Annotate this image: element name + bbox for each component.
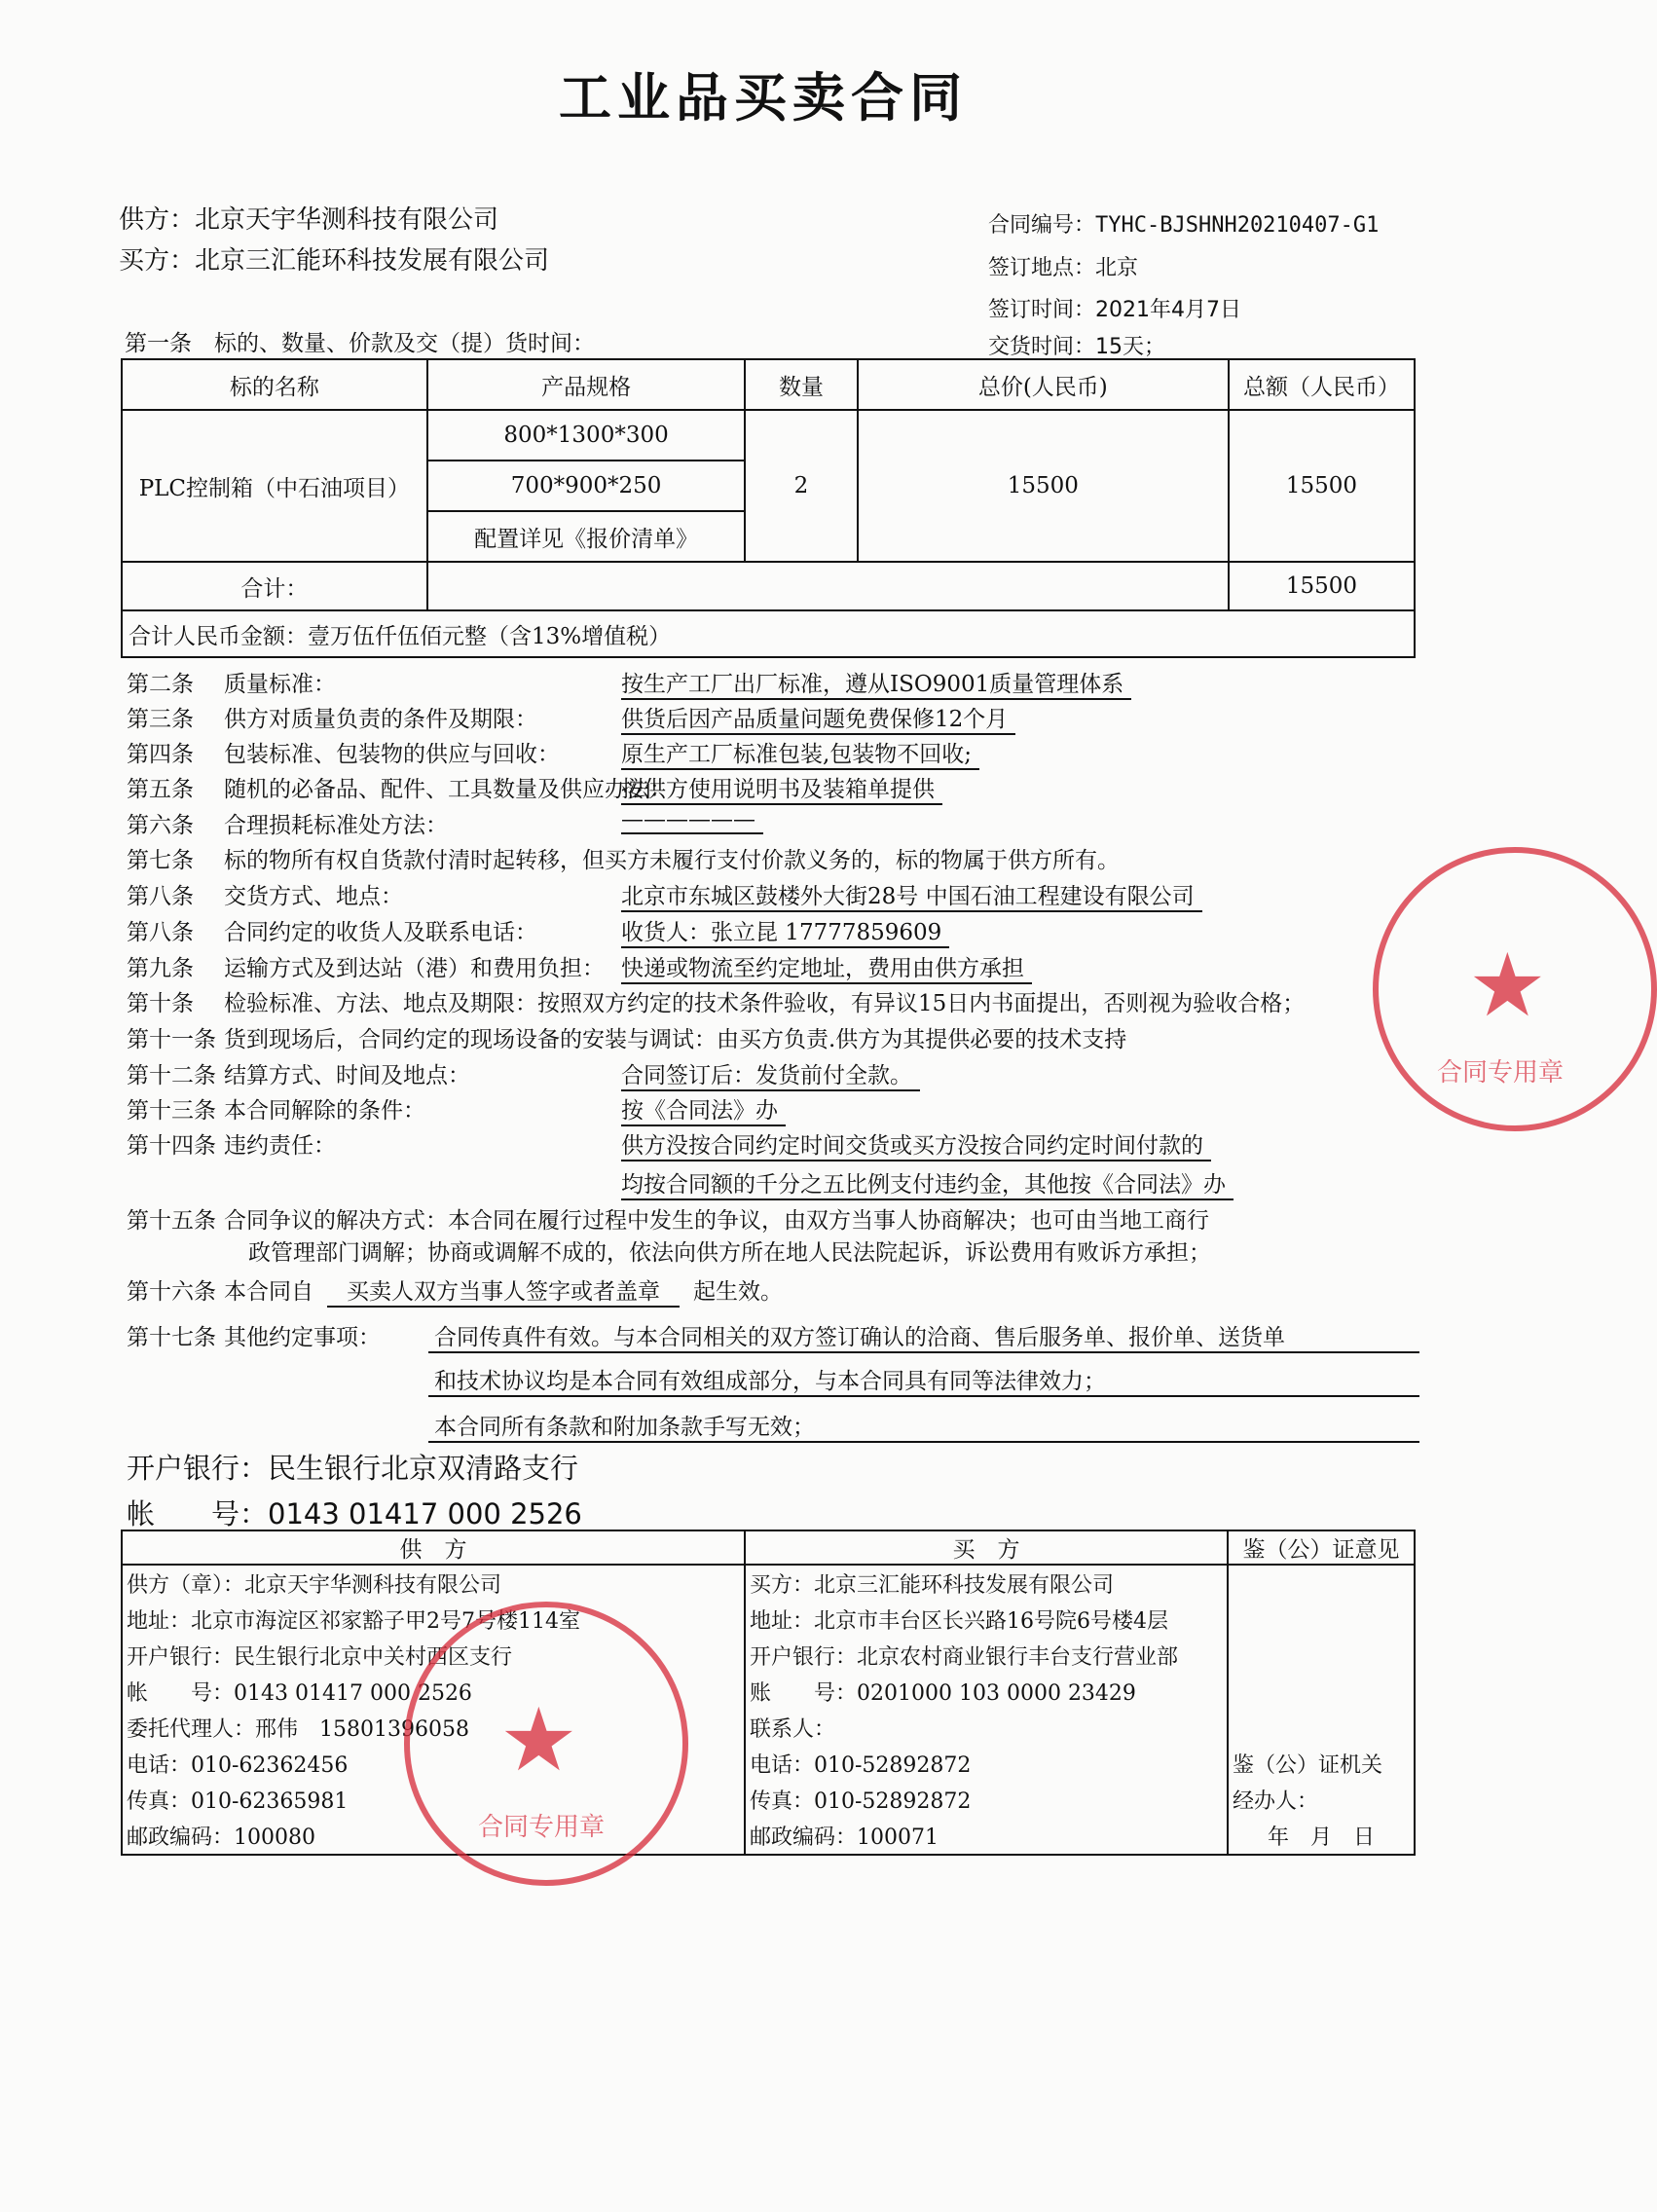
header-spec: 产品规格: [427, 359, 746, 410]
clause-text: 违约责任：: [224, 1133, 336, 1159]
clause-16: [127, 1273, 1421, 1308]
buyer-info: [745, 1565, 1228, 1855]
buyer-row: 地址：北京市丰台区长兴路16号院6号楼4层: [750, 1609, 1168, 1634]
seal-star-icon: ★: [1468, 935, 1547, 1037]
clause-text: 本合同解除的条件：: [224, 1098, 425, 1124]
clause-number: 第五条: [127, 777, 194, 802]
seal-text: 合同专用章: [478, 1813, 606, 1842]
clause-15-line1: 合同争议的解决方式：本合同在履行过程中发生的争议，由双方当事人协商解决；也可由当地工商行: [224, 1208, 1209, 1234]
clause-value: 供货后因产品质量问题免费保修12个月: [621, 701, 1015, 735]
clause-row: [127, 985, 1421, 1017]
clause-row: [127, 807, 1421, 839]
supplier-row: 帐 号：0143 01417 000 2526: [127, 1681, 472, 1706]
item-name: PLC控制箱（中石油项目）: [122, 410, 427, 562]
company-seal-stamp: [404, 1602, 688, 1886]
page-title: 工业品买卖合同: [559, 67, 968, 129]
clause-number: 第三条: [127, 707, 194, 732]
clause-text: 包装标准、包装物的供应与回收：: [224, 742, 560, 767]
seal-star-icon: ★: [499, 1689, 578, 1791]
supplier-row: 委托代理人：邢伟 15801396058: [127, 1717, 469, 1742]
clause-value: 收货人：张立昆 17777859609: [621, 914, 949, 948]
clause-number: 第四条: [127, 742, 194, 767]
clause-17-line1: 合同传真件有效。与本合同相关的双方签订确认的洽商、售后服务单、报价单、送货单: [428, 1319, 1419, 1353]
supplier-row: 开户银行：民生银行北京中关村西区支行: [127, 1645, 513, 1670]
spec-1: 800*1300*300: [427, 410, 746, 461]
clause-number: 第九条: [127, 956, 194, 981]
clause-text: 检验标准、方法、地点及期限：按照双方约定的技术条件验收，有异议15日内书面提出，否则视为验收合格；: [224, 991, 1306, 1016]
supplier-name: 供方：北京天宇华测科技有限公司: [119, 205, 499, 235]
clause-15-number: 第十五条: [127, 1208, 216, 1234]
sign-place: 签订地点：北京: [988, 256, 1139, 280]
supplier-header: 供 方: [122, 1530, 745, 1565]
buyer-row: 联系人：: [750, 1717, 836, 1742]
items-table: [121, 358, 1416, 658]
clause-16-post: 起生效。: [693, 1279, 783, 1305]
header-qty: 数量: [745, 359, 857, 410]
clause-number: 第八条: [127, 920, 194, 945]
supplier-row: 地址：北京市海淀区祁家豁子甲2号7号楼114室: [127, 1609, 580, 1634]
clause-row: [127, 842, 1421, 874]
clause-number: 第十三条: [127, 1098, 216, 1124]
buyer-info-list: [746, 1566, 1227, 1854]
company-seal-stamp-right: [1373, 847, 1657, 1131]
clause-text: 运输方式及到达站（港）和费用负担：: [224, 956, 605, 981]
clause-number: 第二条: [127, 672, 194, 697]
header-item-name: 标的名称: [122, 359, 427, 410]
sum-value: 15500: [1229, 562, 1415, 610]
clause-number: 第十一条: [127, 1027, 216, 1052]
clause-text: 合理损耗标准处方法：: [224, 813, 448, 838]
clause-16-number: 第十六条: [127, 1279, 216, 1305]
parties-table: [121, 1530, 1416, 1856]
clause-text: 随机的必备品、配件、工具数量及供应办法：: [224, 777, 672, 802]
clause-text: 货到现场后，合同约定的现场设备的安装与调试：由买方负责.供方为其提供必要的技术支持: [224, 1027, 1127, 1052]
clause-1-heading: 第一条 标的、数量、价款及交（提）货时间：: [125, 331, 595, 356]
notary-info: [1228, 1565, 1415, 1855]
spec-3: 配置详见《报价清单》: [427, 511, 746, 562]
item-price: 15500: [858, 410, 1229, 562]
clause-value: 合同签订后：发货前付全款。: [621, 1057, 920, 1091]
header-total: 总额（人民币）: [1229, 359, 1415, 410]
clause-value: 按生产工厂出厂标准，遵从ISO9001质量管理体系: [621, 666, 1131, 700]
notary-info-list: [1229, 1746, 1414, 1854]
clause-17-line3: 本合同所有条款和附加条款手写无效；: [428, 1409, 1419, 1443]
clause-value: 原生产工厂标准包装,包装物不回收;: [621, 736, 979, 770]
clause-value: 按供方使用说明书及装箱单提供: [621, 771, 942, 805]
supplier-row: 供方（章）：北京天宇华测科技有限公司: [127, 1573, 502, 1598]
clause-text: 质量标准：: [224, 672, 336, 697]
clause-value: ——————: [621, 807, 763, 834]
spec-2: 700*900*250: [427, 461, 746, 511]
clause-16-pre: 本合同自: [224, 1279, 313, 1305]
notary-row: 经办人：: [1233, 1789, 1319, 1814]
supplier-row: 传真：010-62365981: [127, 1789, 349, 1814]
clause-text: 结算方式、时间及地点：: [224, 1063, 470, 1088]
clause-value: 北京市东城区鼓楼外大街28号 中国石油工程建设有限公司: [621, 878, 1202, 912]
clause-14-value-line2: 均按合同额的千分之五比例支付违约金，其他按《合同法》办: [621, 1166, 1234, 1200]
sum-label: 合计：: [122, 562, 427, 610]
buyer-header: 买 方: [745, 1530, 1228, 1565]
clause-row: [127, 1021, 1421, 1053]
buyer-name: 买方：北京三汇能环科技发展有限公司: [119, 246, 550, 276]
buyer-row: 邮政编码：100071: [750, 1825, 939, 1850]
clause-17-number: 第十七条: [127, 1325, 216, 1350]
supplier-row: 电话：010-62362456: [127, 1753, 349, 1778]
clause-17-label: 其他约定事项：: [224, 1325, 381, 1350]
item-qty: 2: [745, 410, 857, 562]
sign-date: 签订时间：2021年4月7日: [988, 298, 1241, 322]
clause-text: 供方对质量负责的条件及期限：: [224, 707, 537, 732]
clause-16-value: 买卖人双方当事人签字或者盖章: [327, 1273, 680, 1308]
buyer-row: 电话：010-52892872: [750, 1753, 972, 1778]
seal-text: 合同专用章: [1437, 1058, 1565, 1088]
clause-text: 合同约定的收货人及联系电话：: [224, 920, 537, 945]
clause-17-line2: 和技术协议均是本合同有效组成部分，与本合同具有同等法律效力；: [428, 1363, 1419, 1397]
clause-15: [127, 1202, 1421, 1235]
supplier-row: 邮政编码：100080: [127, 1825, 315, 1850]
notary-header: 鉴（公）证意见: [1228, 1530, 1415, 1565]
clause-number: 第七条: [127, 848, 194, 873]
notary-row: 鉴（公）证机关: [1233, 1753, 1383, 1778]
clause-15-line2: 政管理部门调解；协商或调解不成的，依法向供方所在地人民法院起诉，诉讼费用有败诉方承担；: [248, 1240, 1211, 1266]
buyer-row: 买方：北京三汇能环科技发展有限公司: [750, 1573, 1115, 1598]
amount-in-words: 合计人民币金额：壹万伍仟伍佰元整（含13%增值税）: [122, 610, 1415, 657]
clause-value: 供方没按合同约定时间交货或买方没按合同约定时间付款的: [621, 1127, 1211, 1161]
clause-value: 按《合同法》办: [621, 1092, 786, 1126]
bank-line: 开户银行：民生银行北京双清路支行: [127, 1452, 579, 1485]
clause-number: 第十二条: [127, 1063, 216, 1088]
account-line: 帐 号：0143 01417 000 2526: [127, 1497, 582, 1530]
contract-number: 合同编号：TYHC-BJSHNH20210407-G1: [988, 213, 1380, 238]
item-total: 15500: [1229, 410, 1415, 562]
header-price: 总价(人民币): [858, 359, 1229, 410]
delivery-time: 交货时间：15天；: [988, 335, 1165, 359]
clause-value: 快递或物流至约定地址，费用由供方承担: [621, 950, 1032, 984]
clause-number: 第八条: [127, 884, 194, 909]
notary-row: 年 月 日: [1268, 1825, 1376, 1850]
sum-empty: [427, 562, 1229, 610]
buyer-row: 开户银行：北京农村商业银行丰台支行营业部: [750, 1645, 1179, 1670]
clause-number: 第十条: [127, 991, 194, 1016]
clause-text: 标的物所有权自货款付清时起转移，但买方未履行支付价款义务的，标的物属于供方所有。: [224, 848, 1120, 873]
clause-number: 第六条: [127, 813, 194, 838]
clause-text: 交货方式、地点：: [224, 884, 403, 909]
buyer-row: 传真：010-52892872: [750, 1789, 972, 1814]
buyer-row: 账 号：0201000 103 0000 23429: [750, 1681, 1136, 1706]
clause-number: 第十四条: [127, 1133, 216, 1159]
